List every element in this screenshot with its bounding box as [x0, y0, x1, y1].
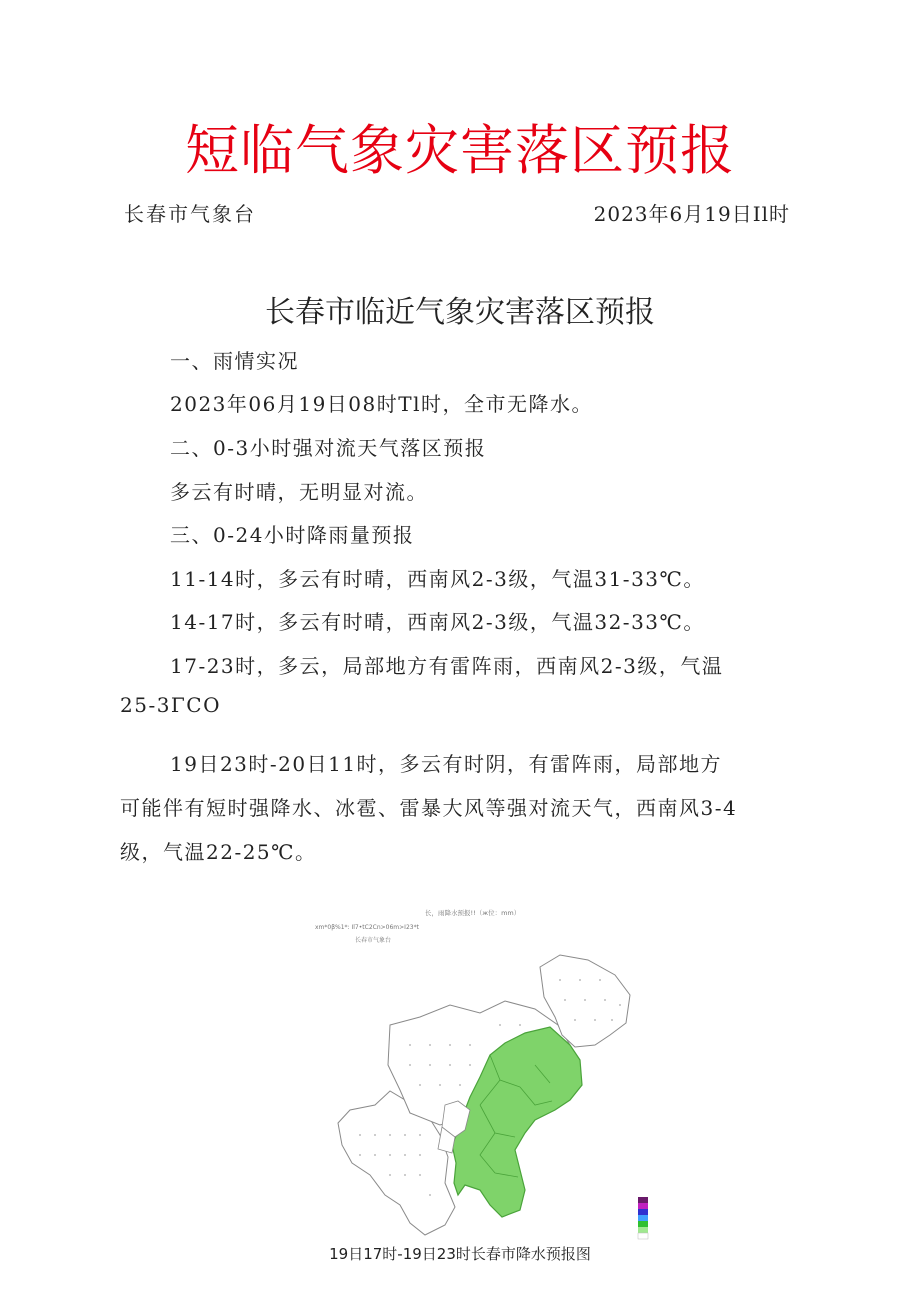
forecast-paragraph-4-line-1: 19日23时-20日11时，多云有时阴，有雷阵雨，局部地方	[170, 752, 723, 776]
map-title-line-3: 长春市气象台	[355, 937, 392, 944]
precipitation-map	[315, 905, 660, 1240]
report-title: 长春市临近气象灾害落区预报	[265, 295, 655, 330]
forecast-paragraph-4-line-2: 可能伴有短时强降水、冰雹、雷暴大风等强对流天气，西南风3-4	[120, 796, 738, 820]
forecast-paragraph-1: 11-14时，多云有时晴，西南风2-3级，气温31-33℃。	[170, 567, 705, 591]
forecast-paragraph-3-line-1: 17-23时，多云，局部地方有雷阵雨，西南风2-3级，气温	[170, 654, 724, 678]
legend-swatch	[638, 1221, 648, 1227]
convective-forecast-text: 多云有时晴，无明显对流。	[170, 480, 428, 504]
forecast-paragraph-4-line-3: 级，气温22-25℃。	[120, 840, 317, 864]
section-heading-rain-observation: 一、雨情实况	[170, 349, 299, 373]
rain-observation-text: 2023年06月19日08时Tl时，全市无降水。	[170, 392, 593, 416]
legend-swatch	[638, 1209, 648, 1215]
section-heading-rainfall-forecast: 三、0-24小时降雨量预报	[170, 523, 415, 547]
legend-swatch	[638, 1203, 648, 1209]
map-legend	[638, 1197, 648, 1239]
map-caption: 19日17时-19日23时长春市降水预报图	[329, 1245, 591, 1263]
legend-swatch	[638, 1197, 648, 1203]
legend-swatch	[638, 1215, 648, 1221]
section-heading-convective-forecast: 二、0-3小时强对流天气落区预报	[170, 436, 487, 460]
legend-swatch	[638, 1227, 648, 1233]
legend-swatch	[638, 1233, 648, 1239]
issuer: 长春市气象台	[124, 202, 256, 226]
forecast-paragraph-3-line-2: 25-3ΓCO	[120, 693, 222, 717]
map-title-line-2: xm*0β%1*: Il7•tC2Cn>06m>I23*t	[315, 924, 419, 931]
issue-time: 2023年6月19日Il时	[593, 202, 790, 226]
forecast-paragraph-2: 14-17时，多云有时晴，西南风2-3级，气温32-33℃。	[170, 610, 705, 634]
main-title: 短临气象灾害落区预报	[185, 119, 735, 182]
map-title-line-1: 长，雨降水预报!!（ж位：mm）	[425, 909, 521, 917]
